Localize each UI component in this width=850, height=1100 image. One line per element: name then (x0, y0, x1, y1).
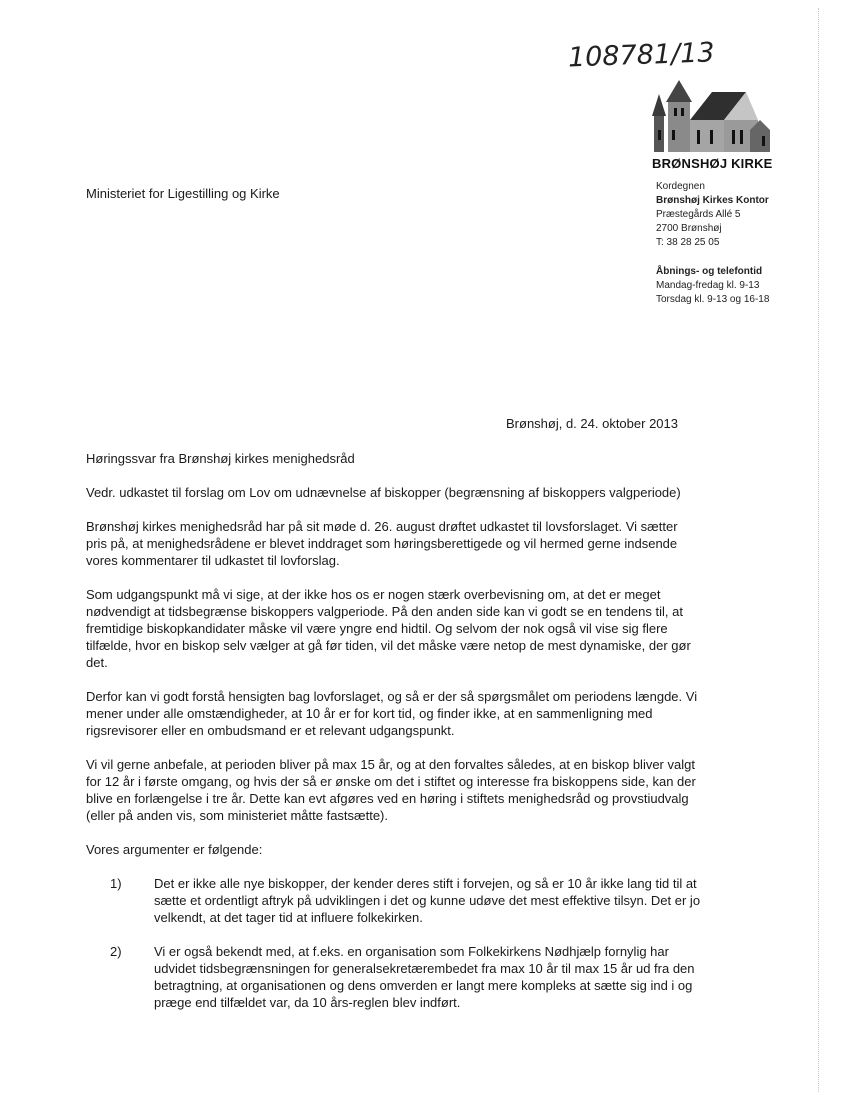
paragraph: Derfor kan vi godt forstå hensigten bag lovforslaget, og så er der så spørgsmålet om periodens længde. Vi mener under alle omstændigheder, at 10 år er for kort tid, og finder ikke, at en sammenligning med rigsrevisorer eller en ombudsmand er et relevant udgangspunkt. (86, 689, 698, 738)
paragraph: Brønshøj kirkes menighedsråd har på sit møde d. 26. august drøftet udkastet til lovsforslaget. Vi sætter pris på, at menighedsrådene er blevet inddraget som høringsberettigede og vil hermed gerne indsende vores kommentarer til udkastet til lovforslag. (86, 519, 678, 568)
church-brand-name: BRØNSHØJ KIRKE (652, 156, 773, 171)
sender-line: Præstegårds Allé 5 (656, 209, 741, 220)
argument-list (86, 875, 701, 1011)
paragraph: Som udgangspunkt må vi sige, at der ikke hos os er nogen stærk overbevisning om, at det er meget nødvendigt at tidsbegrænse biskoppers valgperiode. På den anden side kan vi godt se en tendens til, at fremtidige biskopkandidater måske vil være yngre end hidtil. Og selvom der nok også vil vise sig flere tilfælde, hvor en biskop selv vælger at gå før tiden, vil det måske være netop de mest dynamiske, der gør det. (86, 587, 691, 670)
letter-body (86, 450, 701, 1028)
date-line: Brønshøj, d. 24. oktober 2013 (506, 416, 678, 431)
page-edge (818, 8, 819, 1092)
church-logo-icon (650, 80, 774, 152)
paragraph: Vedr. udkastet til forslag om Lov om udnævnelse af biskopper (begrænsning af biskoppers valgperiode) (86, 485, 681, 500)
sender-address (656, 180, 769, 250)
opening-hours-line: Mandag-fredag kl. 9-13 (656, 280, 760, 291)
list-item (86, 875, 701, 926)
paragraph: Vores argumenter er følgende: (86, 842, 263, 857)
handwritten-journal-number: 108781/13 (567, 37, 716, 74)
opening-hours-title: Åbnings- og telefontid (656, 266, 763, 277)
list-item-text: Det er ikke alle nye biskopper, der kender deres stift i forvejen, og så er 10 år ikke lang tid til at sætte et ordentligt aftryk på udviklingen i det og kunne udøve det mest effektive tilsyn. Det er jo velkendt, at det tager tid at influere folkekirken. (154, 876, 701, 925)
sender-line: Brønshøj Kirkes Kontor (656, 195, 769, 206)
list-item-number: 1) (110, 876, 122, 891)
sender-line: T: 38 28 25 05 (656, 237, 720, 248)
list-item-text: Vi er også bekendt med, at f.eks. en organisation som Folkekirkens Nødhjælp fornylig har udvidet tidsbegrænsningen for generalsekretærembedet fra max 10 år til max 15 år ud fra den betragtning, at organisationen og dens omverden er langt mere kompleks at sætte sig ind i og præge end tilfældet var, da 10 års-reglen blev indført. (154, 944, 695, 1010)
opening-hours (656, 265, 769, 307)
recipient: Ministeriet for Ligestilling og Kirke (86, 186, 280, 201)
subject-line: Høringssvar fra Brønshøj kirkes menighedsråd (86, 451, 355, 466)
sender-line: 2700 Brønshøj (656, 223, 722, 234)
list-item (86, 943, 701, 1011)
opening-hours-line: Torsdag kl. 9-13 og 16-18 (656, 294, 770, 305)
sender-line: Kordegnen (656, 181, 705, 192)
list-item-number: 2) (110, 944, 122, 959)
paragraph: Vi vil gerne anbefale, at perioden bliver på max 15 år, og at den forvaltes således, at en biskop bliver valgt for 12 år i første omgang, og hvis der så er ønske om det i stiftet og interesse fra biskoppens side, kan der blive en forlængelse i tre år. Dette kan evt afgøres ved en høring i stiftets menighedsråd og provstiudvalg (eller på anden vis, som ministeriet måtte fastsætte). (86, 757, 696, 823)
